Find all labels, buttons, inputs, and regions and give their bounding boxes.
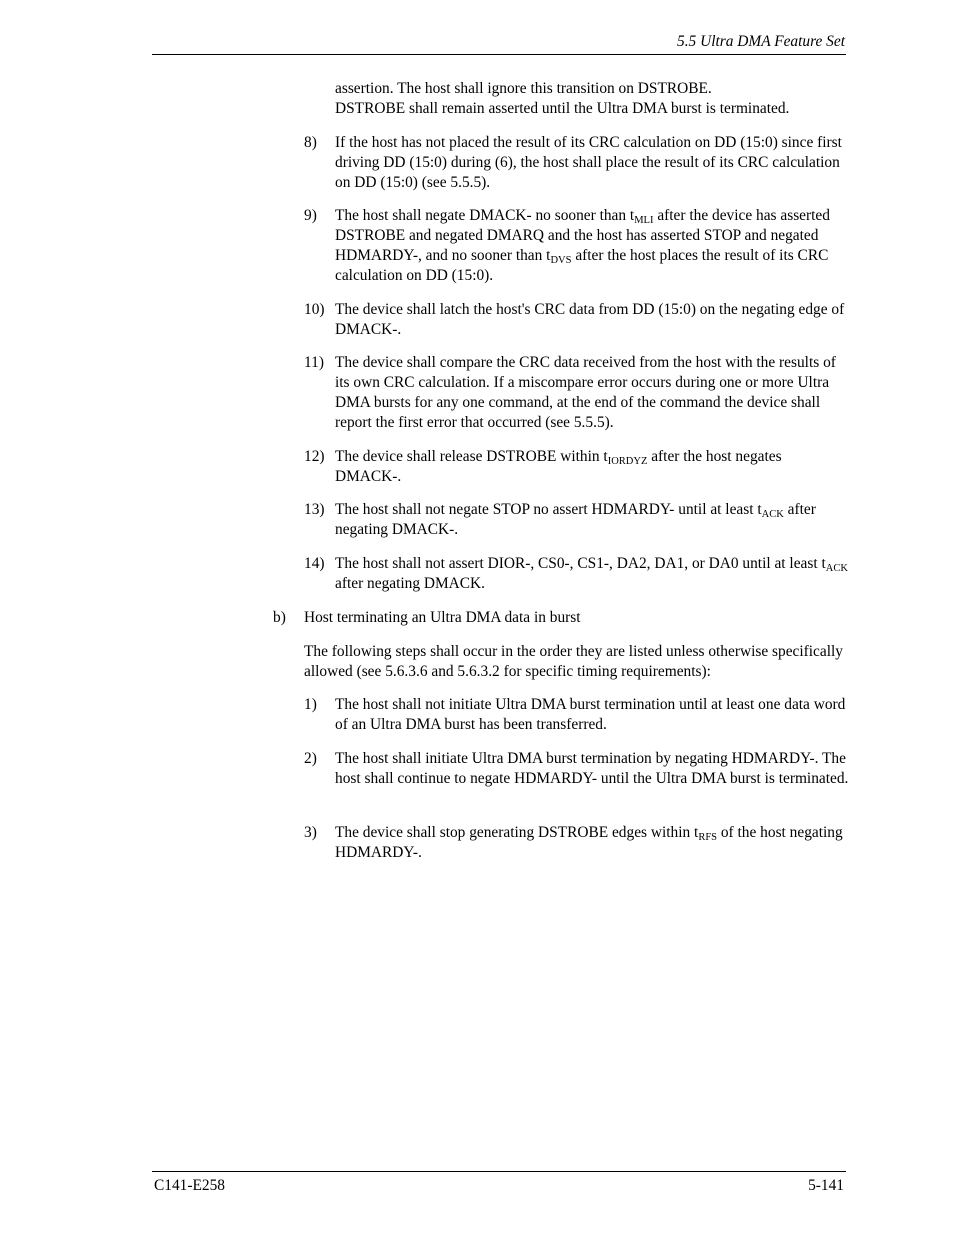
step-text: The host shall not initiate Ultra DMA burst termination until at least one data word of an Ultra DMA burst has been transferred. (335, 696, 846, 733)
step-number: 12) (304, 448, 325, 465)
text-run: of the host negating HDMARDY-. (335, 824, 843, 861)
text-run: after negating DMACK-. (335, 501, 816, 538)
step-b-1 (304, 695, 849, 735)
page-number: 5-141 (808, 1177, 844, 1194)
step-number: 14) (304, 555, 325, 572)
step-12 (304, 447, 849, 487)
step-number: 8) (304, 134, 317, 151)
continuation-line-2: DSTROBE shall remain asserted until the Ultra DMA burst is terminated. (335, 100, 790, 117)
step-b-2 (304, 749, 849, 789)
text-run: The device shall stop generating DSTROBE edges within t (335, 824, 699, 841)
subscript: ACK (761, 509, 784, 520)
continuation-text (335, 79, 850, 119)
step-text (335, 500, 849, 540)
continuation-line-1: assertion. The host shall ignore this transition on DSTROBE. (335, 80, 712, 97)
section-b-label: b) (273, 609, 286, 626)
text-run: after the host negates DMACK-. (335, 448, 782, 485)
step-text: The host shall initiate Ultra DMA burst termination by negating HDMARDY-. The host shall continue to negate HDMARDY- until the Ultra DMA burst is terminated. (335, 750, 849, 787)
step-11 (304, 353, 849, 433)
subscript: MLI (634, 215, 654, 226)
text-run: after the host places the result of its CRC calculation on DD (15:0). (335, 247, 829, 284)
subscript: RFS (698, 832, 718, 843)
text-run: after negating DMACK. (335, 575, 486, 592)
step-text: If the host has not placed the result of its CRC calculation on DD (15:0) since first driving DD (15:0) during (6), the host shall place the result of its CRC calculation on DD (15:0) (see 5.5.5). (335, 134, 842, 191)
document-id: C141-E258 (154, 1177, 225, 1194)
text-run: The device shall release DSTROBE within t (335, 448, 608, 465)
step-14 (304, 554, 849, 594)
section-b-intro: The following steps shall occur in the order they are listed unless otherwise specifically allowed (see 5.6.3.6 and 5.6.3.2 for specific timing requirements): (304, 643, 843, 680)
step-text (335, 823, 849, 863)
text-run: after the device has asserted DSTROBE and negated DMARQ and the host has asserted STOP and negated HDMARDY-, and no sooner than t (335, 207, 830, 264)
step-10 (304, 300, 849, 340)
step-number: 1) (304, 696, 317, 713)
subscript: DVS (550, 255, 572, 266)
step-text (335, 554, 849, 594)
step-number: 9) (304, 207, 317, 224)
text-run: The host shall not assert DIOR-, CS0-, CS1-, DA2, DA1, or DA0 until at least t (335, 555, 826, 572)
section-b-title: Host terminating an Ultra DMA data in burst (304, 609, 581, 626)
step-8 (304, 133, 849, 193)
text-run: The host shall negate DMACK- no sooner than t (335, 207, 635, 224)
step-number: 3) (304, 824, 317, 841)
header-rule (152, 54, 846, 55)
step-text: The device shall latch the host's CRC data from DD (15:0) on the negating edge of DMACK-. (335, 301, 845, 338)
subscript: ACK (825, 563, 848, 574)
step-text (335, 447, 849, 487)
step-number: 13) (304, 501, 325, 518)
step-number: 2) (304, 750, 317, 767)
text-run: The host shall not negate STOP no assert HDMARDY- until at least t (335, 501, 762, 518)
running-header: 5.5 Ultra DMA Feature Set (677, 33, 845, 50)
step-9 (304, 206, 849, 286)
subscript: IORDYZ (607, 456, 648, 467)
step-13 (304, 500, 849, 540)
step-text: The device shall compare the CRC data received from the host with the results of its own CRC calculation. If a miscompare error occurs during one or more Ultra DMA bursts for any one command, at the end of the command the device shall report the first error that occurred (see 5.5.5). (335, 354, 836, 431)
step-b-3 (304, 823, 849, 863)
footer-rule (152, 1171, 846, 1172)
step-number: 11) (304, 354, 324, 371)
step-text (335, 206, 849, 286)
step-number: 10) (304, 301, 325, 318)
